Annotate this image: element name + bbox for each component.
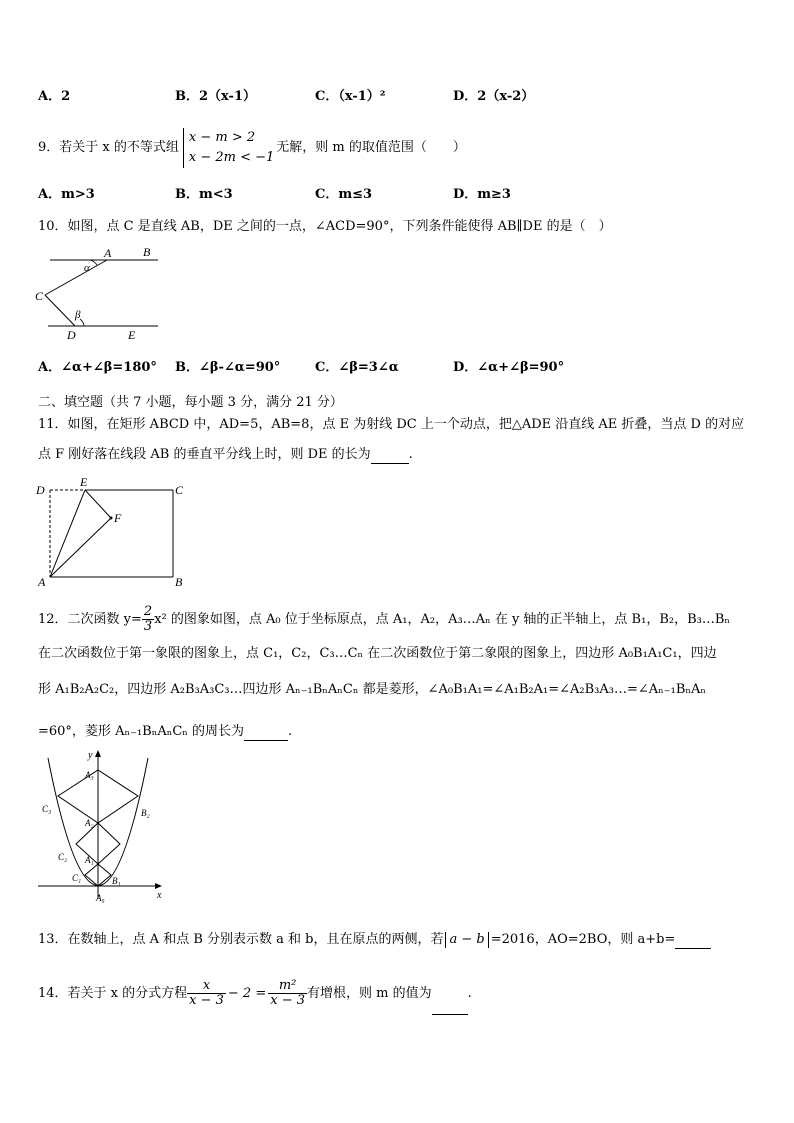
q9-stem [38,126,466,170]
q12-fraction-den: 3 [143,619,153,634]
segment-cd [45,295,75,326]
label-b: B [175,575,183,589]
label-d: D [36,483,45,497]
q11-answer-blank [371,447,409,464]
q11-line-1: 11．如图，在矩形 ABCD 中，AD=5，AB=8，点 E 为射线 DC 上一个动点，把△ADE 沿直线 AE 折叠，当点 D 的对应 [38,417,745,432]
q12-fraction-num: 2 [143,604,153,619]
q12-answer-blank [244,724,288,741]
section-fill-in-heading: 二、填空题（共 7 小题，每小题 3 分，满分 21 分） [38,395,343,410]
segment-af [50,518,111,577]
q12-line-1b: x² 的图象如图，点 A₀ 位于坐标原点，点 A₁，A₂，A₃…Aₙ 在 y 轴的正半轴上，点 B₁，B₂，B₃…Bₙ [154,612,731,627]
label-b2: B₂ [141,808,150,818]
q14-fraction-1-den: x − 3 [189,993,224,1008]
q14-post: 有增根，则 m 的值为 [307,986,432,1001]
y-axis-arrow [95,750,101,757]
q13-pre: 13．在数轴上，点 A 和点 B 分别表示数 a 和 b，且在原点的两侧，若 [38,932,444,947]
q14-mid: − 2 = [227,986,267,1001]
q10-option-a: A．∠α+∠β=180° [38,360,157,375]
label-a: A [104,246,112,260]
label-c1: C₁ [72,873,82,883]
q14-stem [38,974,472,1015]
q12-fraction [142,605,154,634]
q12-line-1a: 12．二次函数 y= [38,612,142,627]
q14-fraction-2-num: m² [268,979,307,994]
label-b1: B₁ [112,876,121,886]
q12-line-4 [38,724,292,741]
q9-suffix: 无解，则 m 的取值范围（ ） [276,140,466,155]
x-axis-arrow [155,883,162,889]
q14-end: . [467,986,472,1001]
label-y: y [88,750,93,761]
label-c3: C₃ [42,804,52,814]
q12-line-3: 形 A₁B₂A₂C₂，四边形 A₂B₃A₃C₃…四边形 Aₙ₋₁BₙAₙCₙ 都是菱形，∠A₀B₁A₁=∠A₁B₂A₁=∠A₂B₃A₃…=∠Aₙ₋₁BₙAₙ [38,682,707,697]
q13-post: =2016，AO=2BO，则 a+b= [490,932,676,947]
q12-line-1 [38,602,730,638]
label-e: E [80,478,88,489]
label-c: C [175,483,184,497]
q8-option-a: A．2 [38,89,71,104]
q12-figure [30,748,170,906]
q12-line-4-text: =60°，菱形 Aₙ₋₁BₙAₙCₙ 的周长为 [38,724,245,739]
q10-stem: 10．如图，点 C 是直线 AB，DE 之间的一点，∠ACD=90°，下列条件能使得 AB∥DE 的是（ ） [38,219,612,234]
label-d: D [67,328,76,342]
segment-ae [50,490,85,577]
q9-inequality-system [183,128,274,168]
q14-fraction-2-den: x − 3 [270,993,305,1008]
label-a0: A₀ [96,893,105,903]
q12-line-2: 在二次函数位于第一象限的图象上，点 C₁，C₂，C₃…Cₙ 在二次函数位于第二象限的图象上，四边形 A₀B₁A₁C₁，四边 [38,646,717,661]
q8-option-b: B．2（x-1） [175,89,256,104]
q11-line-2-text: 点 F 刚好落在线段 AB 的垂直平分线上时，则 DE 的长为 [38,447,371,462]
q9-option-c: C．m≤3 [315,187,373,202]
q10-figure [30,243,170,343]
q8-option-d: D．2（x-2） [453,89,535,104]
label-c2: C₂ [58,852,68,862]
q13-absolute-value: a − b [445,932,488,948]
label-a2: A₂ [85,818,94,828]
q14-fraction-1-num: x [187,979,226,994]
q10-option-c: C．∠β=3∠α [315,360,399,375]
q13-answer-blank [675,932,711,949]
q9-inequality-1: x − m > 2 [188,129,256,145]
q14-pre: 14．若关于 x 的分式方程 [38,986,188,1001]
label-f: F [114,511,122,525]
label-x: x [157,890,162,901]
q9-option-d: D．m≥3 [453,187,511,202]
label-e: E [128,328,136,342]
q11-end: . [408,447,413,462]
q9-inequality-2: x − 2m < −1 [188,149,275,165]
q11-line-2 [38,447,413,464]
point-f [110,517,113,520]
label-a1: A₁ [85,855,94,865]
q9-option-b: B．m<3 [175,187,233,202]
q10-option-b: B．∠β-∠α=90° [175,360,281,375]
segment-ca [45,260,107,295]
angle-beta-arc [80,319,84,326]
q8-option-c: C．（x-1）² [315,89,386,104]
q12-end: . [288,724,293,739]
q9-option-a: A．m>3 [38,187,95,202]
q10-option-d: D．∠α+∠β=90° [453,360,565,375]
q9-prefix: 9．若关于 x 的不等式组 [38,140,179,155]
label-c: C [35,289,44,303]
q14-answer-blank [432,974,468,1015]
label-a3: A₃ [85,770,94,780]
q11-figure [33,478,193,590]
q13-stem [38,932,711,949]
label-a: A [38,575,46,589]
angle-alpha-arc [90,260,97,265]
label-alpha: α [84,262,90,274]
q14-fraction-1 [187,979,226,1008]
label-b: B [143,245,151,259]
label-beta: β [75,309,81,321]
q14-fraction-2 [268,979,307,1008]
segment-ef [85,490,111,518]
